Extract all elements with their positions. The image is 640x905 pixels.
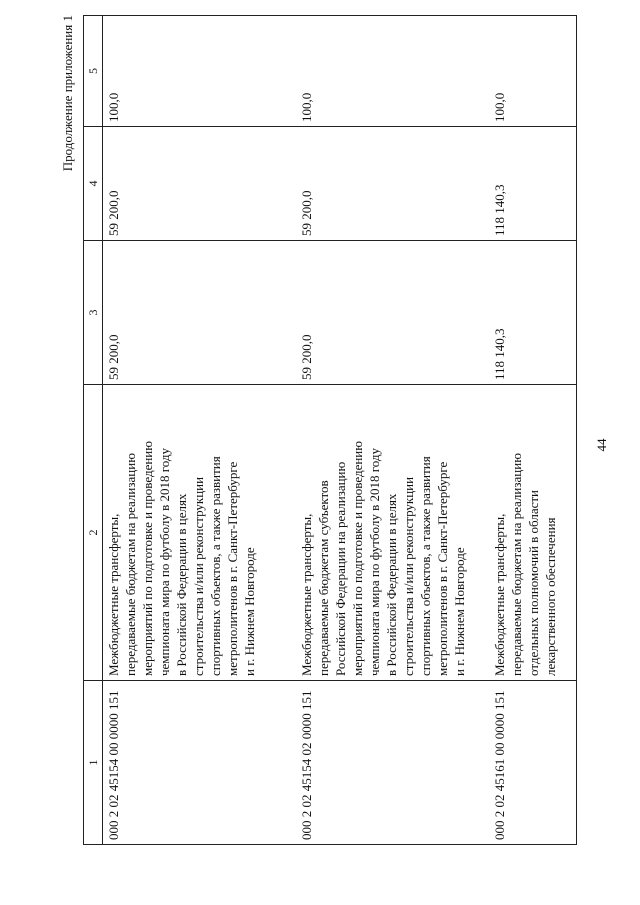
page-number: 44 xyxy=(594,438,609,452)
row-description: Межбюджетные трансферты, передаваемые бюджетам субъектов Российской Федерации на реализацию мероприятий по подготовке и проведению чемпионата мира по футболу в 2018 году в Российской Федерации в целях строительства и/или реконструкции спортивных объектов, а также развития метрополитенов в г. Санкт-Петербурге и г. Нижнем Новгороде xyxy=(296,385,489,681)
value-col5: 100,0 xyxy=(103,16,296,127)
value-col3: 118 140,3 xyxy=(489,241,577,385)
continuation-label: Продолжение приложения 1 xyxy=(60,15,75,172)
row-description: Межбюджетные трансферты, передаваемые бюджетам на реализацию отдельных полномочий в области лекарственного обеспечения xyxy=(489,385,577,681)
table-row xyxy=(296,16,489,845)
column-header-4: 4 xyxy=(84,127,103,241)
value-col3: 59 200,0 xyxy=(103,241,296,385)
budget-code: 000 2 02 45161 00 0000 151 xyxy=(489,681,577,845)
table-header xyxy=(84,16,103,845)
table-body xyxy=(103,16,577,845)
table-row xyxy=(103,16,296,845)
budget-code: 000 2 02 45154 02 0000 151 xyxy=(296,681,489,845)
column-header-1: 1 xyxy=(84,681,103,845)
value-col5: 100,0 xyxy=(296,16,489,127)
column-header-5: 5 xyxy=(84,16,103,127)
value-col4: 118 140,3 xyxy=(489,127,577,241)
table-row xyxy=(489,16,577,845)
value-col5: 100,0 xyxy=(489,16,577,127)
column-header-2: 2 xyxy=(84,385,103,681)
column-header-3: 3 xyxy=(84,241,103,385)
budget-table xyxy=(83,15,577,845)
value-col4: 59 200,0 xyxy=(103,127,296,241)
value-col4: 59 200,0 xyxy=(296,127,489,241)
value-col3: 59 200,0 xyxy=(296,241,489,385)
budget-code: 000 2 02 45154 00 0000 151 xyxy=(103,681,296,845)
header-row xyxy=(84,16,103,845)
row-description: Межбюджетные трансферты, передаваемые бюджетам на реализацию мероприятий по подготовке и проведению чемпионата мира по футболу в 2018 году в Российской Федерации в целях строительства и/или реконструкции спортивных объектов, а также развития метрополитенов в г. Санкт-Петербурге и г. Нижнем Новгороде xyxy=(103,385,296,681)
